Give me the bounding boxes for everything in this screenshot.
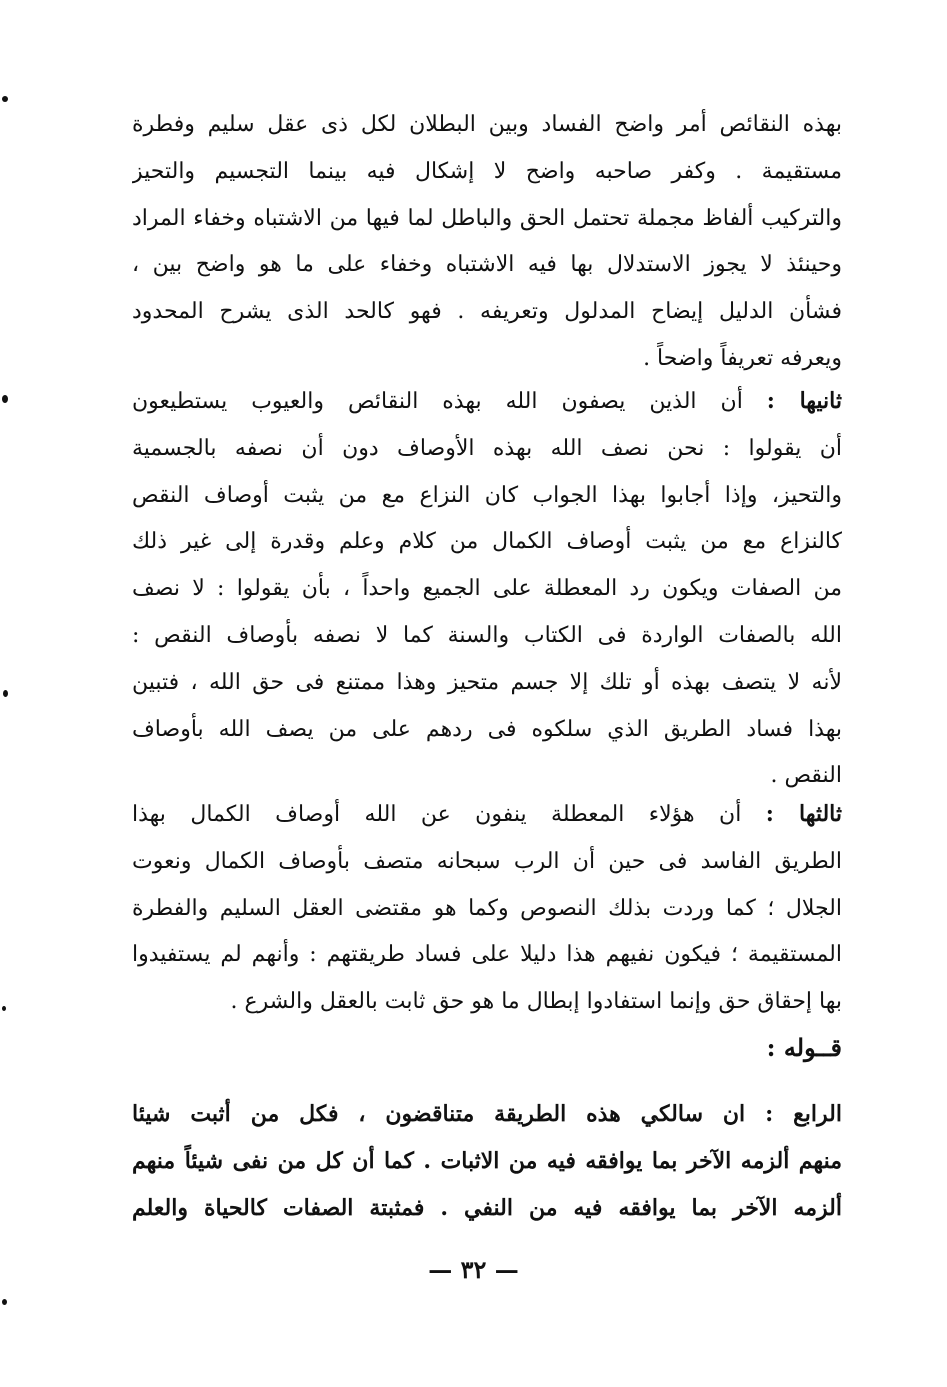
scan-mark	[3, 690, 8, 697]
page-number: — ٣٢ —	[428, 1255, 519, 1284]
text-line: من الصفات ويكون رد المعطلة على الجميع واحداً ، بأن يقولوا : لا نصف	[132, 576, 842, 602]
text-line: الجلال ؛ كما وردت بذلك النصوص وكما هو مقتضى العقل السليم والفطرة	[132, 895, 842, 921]
text-line: والتحيز، وإذا أجابوا بهذا الجواب كان النزاع مع من يثبت أوصاف النقص	[132, 482, 842, 508]
text-line: لأنه لا يتصف بهذه أو تلك إلا جسم متحيز وهذا ممتنع فى حق الله ، فتبين	[132, 669, 842, 695]
paragraph-lead: ثالثها :	[765, 801, 842, 827]
text-line: بها إحقاق حق وإنما استفادوا إبطال ما هو حق ثابت بالعقل والشرع .	[230, 989, 842, 1015]
text-segment: أن الذين يصفون الله بهذه النقائص والعيوب يستطيعون	[132, 389, 743, 414]
paragraph-lead: ثانيها :	[766, 388, 842, 414]
paragraph-4	[132, 1091, 842, 1231]
text-line: منهم ألزمه الآخر بما يوافقه فيه من الاثبات . كما أن كل من نفى شيئاً منهم	[132, 1147, 842, 1174]
text-line: النقص .	[770, 763, 842, 789]
text-line: أن يقولوا : نحن نصف الله بهذه الأوصاف دون أن نصفه بالجسمية	[132, 435, 842, 461]
text-line: ألزمه الآخر بما يوافقه فيه من النفي . فمثبتة الصفات كالحياة والعلم	[132, 1194, 842, 1221]
text-line	[132, 791, 842, 839]
text-line: مستقيمة . وكفر صاحبه واضح لا إشكال فيه بينما التجسيم والتحيز	[132, 158, 842, 184]
paragraph-2	[132, 378, 842, 800]
text-line: الرابع : ان سالكي هذه الطريقة متناقضون ، فكل من أثبت شيئا	[132, 1101, 842, 1127]
text-line: الله بالصفات الواردة فى الكتاب والسنة كما لا نصفه بأوصاف النقص :	[132, 622, 842, 648]
section-heading: قــوله :	[766, 1033, 842, 1062]
text-line: الطريق الفاسد فى حين أن الرب سبحانه متصف بأوصاف الكمال ونعوت	[132, 848, 842, 874]
text-line: المستقيمة ؛ فيكون نفيهم هذا دليلا على فساد طريقتهم : وأنهم لم يستفيدوا	[132, 942, 842, 968]
text-line: ويعرفه تعريفاً واضحاً .	[643, 345, 842, 371]
text-line: وحينئذ لا يجوز الاستدلال بها فيه الاشتباه وخفاء على ما هو واضح بين ،	[132, 252, 842, 278]
text-segment: أن هؤلاء المعطلة ينفون عن الله أوصاف الكمال بهذا	[132, 802, 742, 827]
text-line: بهذا فساد الطريق الذي سلكوه فى ردهم على من يصف الله بأوصاف	[132, 716, 842, 742]
text-line: كالنزاع مع من يثبت أوصاف الكمال من كلام وعلم وقدرة إلى غير ذلك	[132, 529, 842, 555]
text-line: والتركيب ألفاظ مجملة تحتمل الحق والباطل لما فيها من الاشتباه وخفاء المراد	[132, 205, 842, 231]
scan-mark	[2, 395, 8, 403]
text-line: بهذه النقائص أمر واضح الفساد وبين البطلان لكل ذى عقل سليم وفطرة	[132, 112, 842, 137]
text-line: فشأن الدليل إيضاح المدلول وتعريفه . فهو كالحد الذى يشرح المحدود	[132, 299, 842, 325]
text-line	[132, 378, 842, 426]
scan-mark	[2, 1299, 7, 1305]
scan-mark	[2, 96, 8, 102]
scan-mark	[2, 1006, 6, 1011]
paragraph-1	[132, 102, 842, 383]
paragraph-3	[132, 791, 842, 1026]
